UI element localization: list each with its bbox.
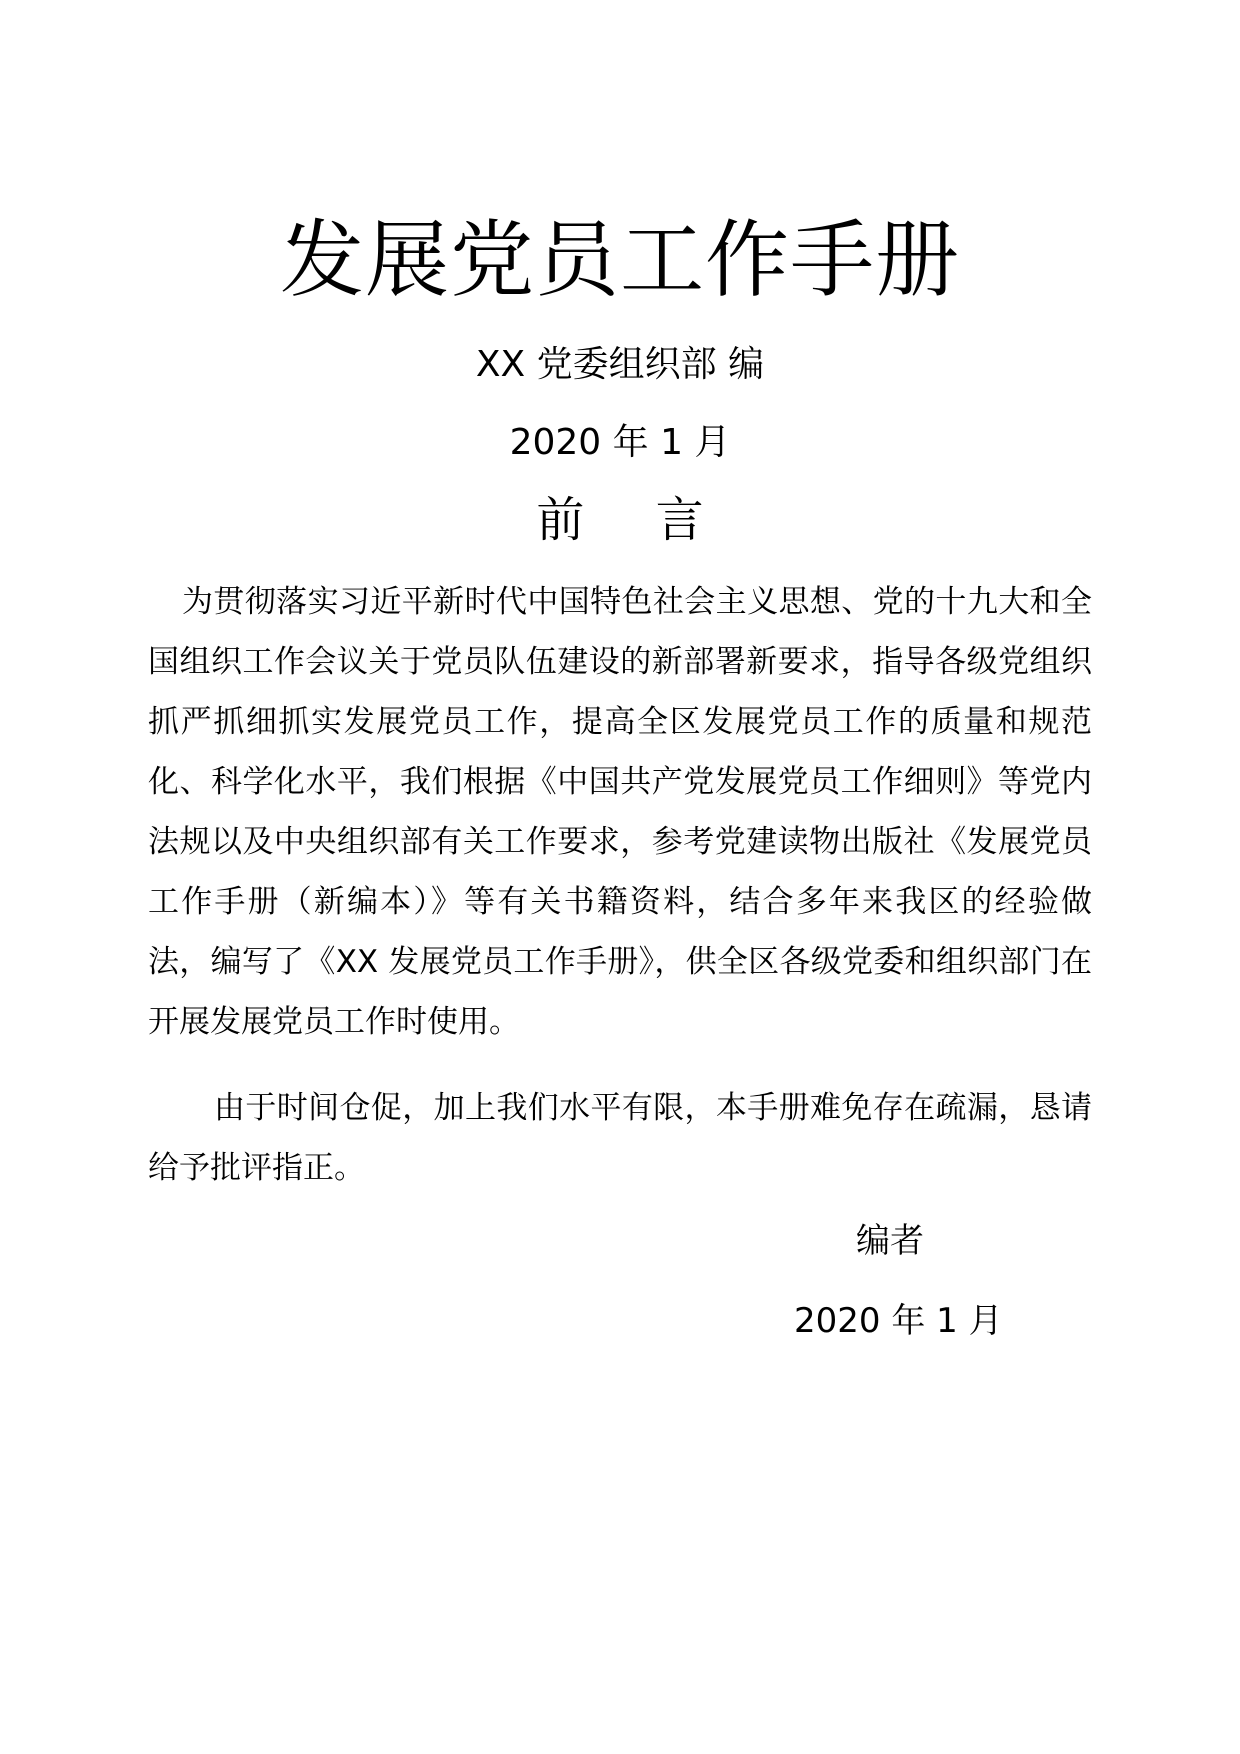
preface-paragraph: 由于时间仓促，加上我们水平有限，本手册难免存在疏漏，恳请给予批评指正。 [148, 1090, 1092, 1186]
preface-heading: 前 言 [536, 492, 732, 548]
document-title: 发展党员工作手册 [279, 211, 960, 309]
signature-date: 2020 年 1 月 [794, 1301, 1003, 1341]
signature: 编者 [856, 1221, 924, 1261]
document-author: XX 党委组织部 编 [475, 344, 765, 385]
document-date: 2020 年 1 月 [509, 422, 731, 463]
preface-paragraph: 为贯彻落实习近平新时代中国特色社会主义思想、党的十九大和全国组织工作会议关于党员队伍建设的新部署新要求，指导各级党组织抓严抓细抓实发展党员工作，提高全区发展党员工作的质量和规范化、科学化水平，我们根据《中国共产党发展党员工作细则》等党内法规以及中央组织部有关工作要求，参考党建读物出版社《发展党员工作手册（新编本）》等有关书籍资料，结合多年来我区的经验做法，编写了《XX 发展党员工作手册》，供全区各级党委和组织部门在开展发展党员工作时使用。 [148, 584, 1092, 1040]
